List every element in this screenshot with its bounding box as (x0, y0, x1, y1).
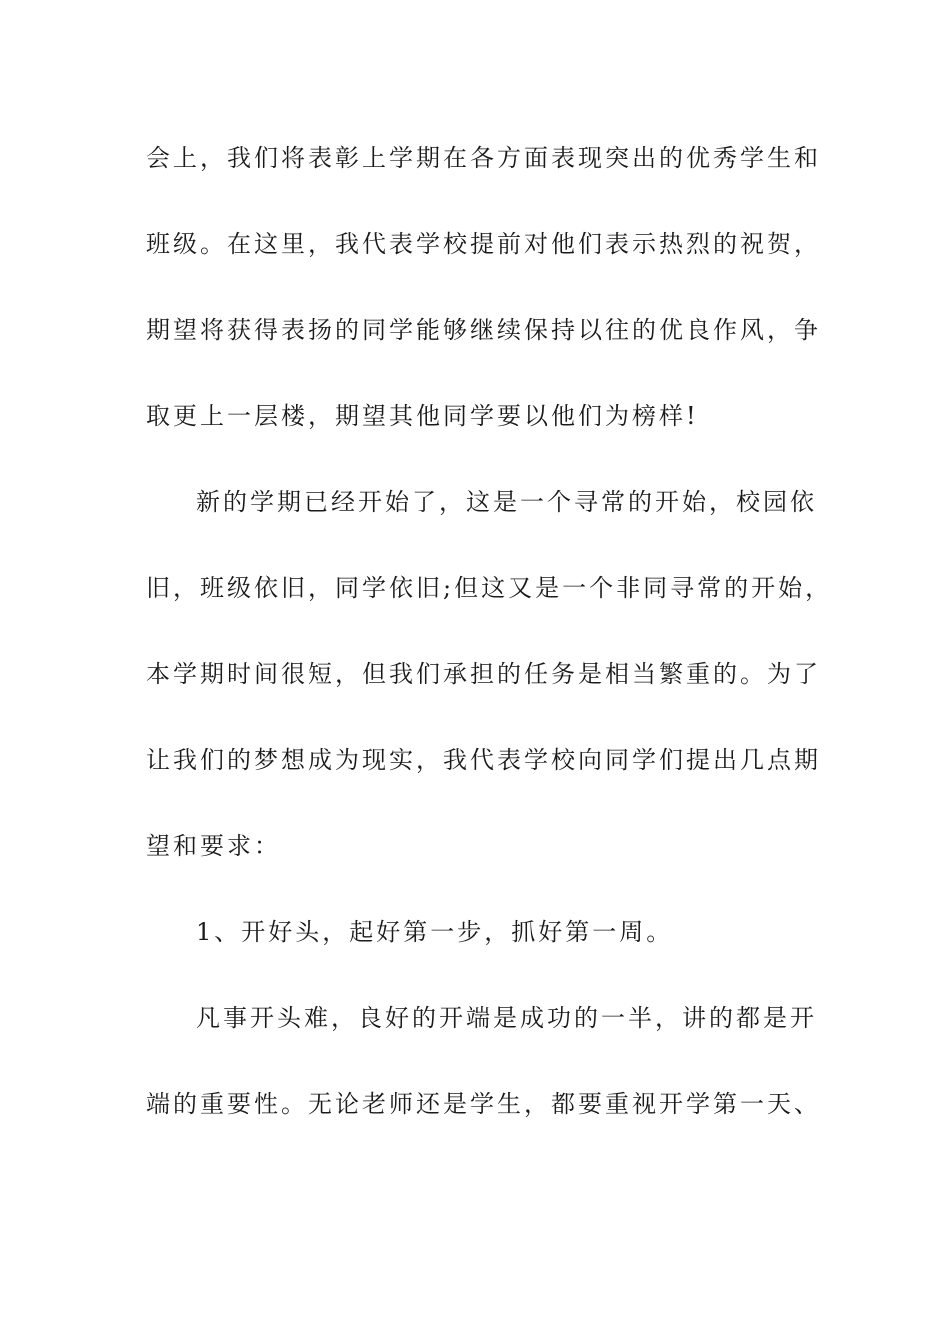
paragraph-line: 会上，我们将表彰上学期在各方面表现突出的优秀学生和 (146, 144, 821, 172)
paragraph-line: 本学期时间很短，但我们承担的任务是相当繁重的。为了 (146, 660, 821, 688)
paragraph-line: 班级。在这里，我代表学校提前对他们表示热烈的祝贺， (146, 230, 821, 258)
paragraph-line: 让我们的梦想成为现实，我代表学校向同学们提出几点期 (146, 746, 821, 774)
list-item-heading: 1、开好头，起好第一步，抓好第一周。 (196, 918, 674, 946)
paragraph-line: 新的学期已经开始了，这是一个寻常的开始，校园依 (196, 488, 817, 516)
paragraph-line: 端的重要性。无论老师还是学生，都要重视开学第一天、 (146, 1090, 821, 1118)
paragraph-line: 旧，班级依旧，同学依旧;但这又是一个非同寻常的开始， (146, 574, 833, 602)
paragraph-line: 凡事开头难，良好的开端是成功的一半，讲的都是开 (196, 1004, 817, 1032)
paragraph-line: 取更上一层楼，期望其他同学要以他们为榜样! (146, 402, 699, 430)
paragraph-line: 期望将获得表扬的同学能够继续保持以往的优良作风，争 (146, 316, 821, 344)
paragraph-line: 望和要求： (146, 832, 281, 860)
